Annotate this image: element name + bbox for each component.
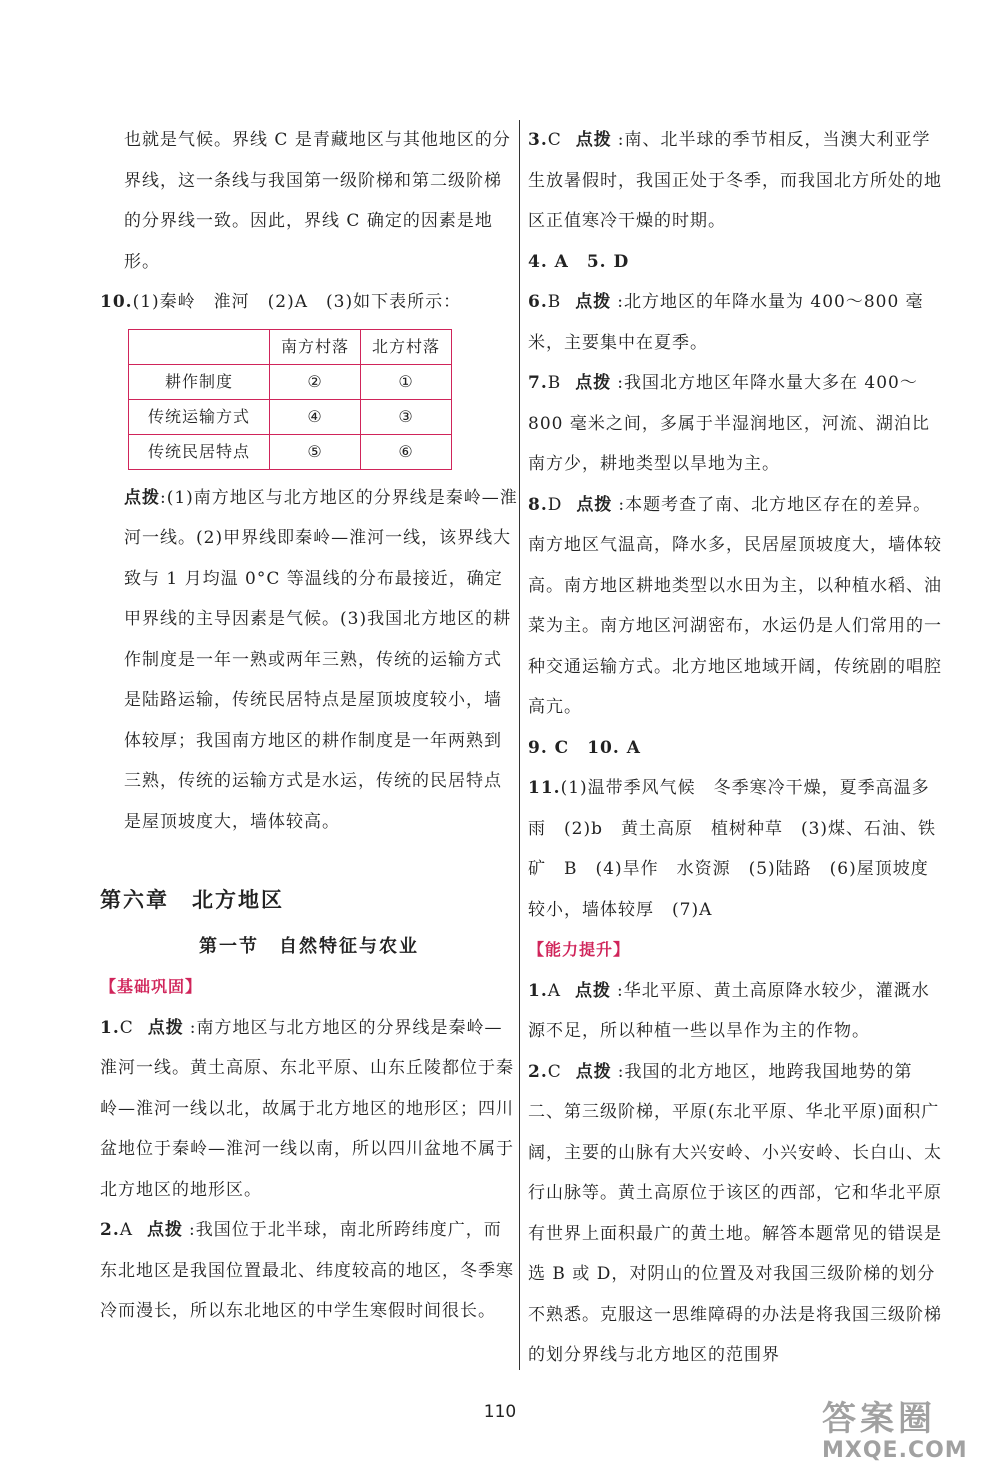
a2-ability (528, 1052, 946, 1376)
q9-q10-answers: 9. C 10. A (528, 737, 641, 758)
watermark-url: MXQE.COM (822, 1438, 968, 1463)
table-cell: 传统民居特点 (129, 434, 270, 469)
a1-number: 1. (528, 980, 548, 1001)
q11-basic (528, 768, 946, 930)
q1-answer: C (119, 1017, 134, 1038)
chapter-title: 第六章 北方地区 (100, 888, 284, 912)
q3-explanation: :南、北半球的季节相反，当澳大利亚学生放暑假时，我国正处于冬季，而我国北方所处的地区正值寒冷干燥的时期。 (528, 130, 942, 231)
q10-explanation-text: :(1)南方地区与北方地区的分界线是秦岭—淮河一线。(2)甲界线即秦岭—淮河一线，该界线大致与 1 月均温 0°C 等温线的分布最接近，确定甲界线的主导因素是气候。(3)我国北方地区的耕作制度是一年一熟或两年三熟，传统的运输方式是陆路运输，传统民居特点是屋顶坡度较小，墙体较厚；我国南方地区的耕作制度是一年两熟到三熟，传统的运输方式是水运，传统的民居特点是屋顶坡度大，墙体较高。 (124, 487, 518, 832)
q10-text: (1)秦岭 淮河 (2)A (3)如下表所示： (132, 292, 462, 312)
watermark-logo-text: 答案圈 (822, 1399, 936, 1439)
dianbo-label: 点拨 (575, 1061, 612, 1082)
dianbo-label: 点拨 (576, 494, 613, 515)
q7-answer: B (547, 373, 562, 393)
table-cell: ⑤ (270, 434, 361, 469)
table-cell: ② (270, 364, 361, 399)
q4-q5-answers: 4. A 5. D (528, 251, 630, 272)
q2-answer: A (119, 1220, 134, 1240)
left-column (100, 120, 518, 1332)
table-cell: ④ (270, 399, 361, 434)
q8-answer: D (547, 494, 563, 515)
q7-number: 7. (528, 373, 548, 393)
dianbo-label: 点拨 (575, 980, 612, 1001)
dianbo-label: 点拨 (575, 373, 612, 393)
q1-explanation: :南方地区与北方地区的分界线是秦岭—淮河一线。黄土高原、东北平原、山东丘陵都位于秦岭—淮河一线以北，故属于北方地区的地形区；四川盆地位于秦岭—淮河一线以南，所以四川盆地不属于北方地区的地形区。 (100, 1017, 514, 1200)
q3-number: 3. (528, 130, 548, 150)
dianbo-label: 点拨 (147, 1220, 184, 1240)
table-cell: ① (361, 364, 452, 399)
q1-number: 1. (100, 1017, 120, 1038)
a1-ability (528, 971, 946, 1052)
basic-consolidation-tag: 【基础巩固】 (100, 977, 203, 996)
q6-number: 6. (528, 292, 548, 312)
q3-basic (528, 120, 946, 242)
column-divider (519, 120, 520, 1370)
table-header-row (129, 329, 452, 364)
ability-improvement-tag: 【能力提升】 (528, 940, 631, 959)
table-cell: 耕作制度 (129, 364, 270, 399)
table-cell: ⑥ (361, 434, 452, 469)
dianbo-label: 点拨 (575, 130, 612, 150)
q7-explanation: :我国北方地区年降水量大多在 400～800 毫米之间，多属于半湿润地区，河流、湖泊比南方少，耕地类型以旱地为主。 (528, 373, 930, 474)
section-title: 第一节 自然特征与农业 (199, 935, 419, 957)
a1-answer: A (547, 980, 562, 1001)
q9-explanation-continued: 也就是气候。界线 C 是青藏地区与其他地区的分界线，这一条线与我国第一级阶梯和第二级阶梯的分界线一致。因此，界线 C 确定的因素是地形。 (124, 130, 511, 272)
dianbo-label: 点拨 (575, 292, 612, 312)
table-cell: 传统运输方式 (129, 399, 270, 434)
right-column (528, 120, 946, 1376)
q8-basic (528, 485, 946, 728)
q6-explanation: :北方地区的年降水量为 400～800 毫米，主要集中在夏季。 (528, 292, 924, 353)
dianbo-label: 点拨 (124, 487, 160, 508)
q1-basic (100, 1008, 518, 1211)
q3-answer: C (547, 130, 562, 150)
table-row (129, 399, 452, 434)
answer-table (128, 329, 452, 470)
table-row (129, 434, 452, 469)
table-row (129, 364, 452, 399)
table-header-cell: 北方村落 (361, 329, 452, 364)
q11-number: 11. (528, 778, 561, 798)
q6-basic (528, 282, 946, 363)
q7-basic (528, 363, 946, 485)
q2-number: 2. (100, 1220, 120, 1240)
q6-answer: B (547, 292, 562, 312)
q10-explanation (100, 478, 518, 843)
q8-number: 8. (528, 494, 548, 515)
table-cell: ③ (361, 399, 452, 434)
table-header-cell: 南方村落 (270, 329, 361, 364)
a2-explanation: :我国的北方地区，地跨我国地势的第二、第三级阶梯，平原(东北平原、华北平原)面积广阔，主要的山脉有大兴安岭、小兴安岭、长白山、太行山脉等。黄土高原位于该区的西部，它和华北平原有世界上面积最广的黄土地。解答本题常见的错误是选 B 或 D，对阴山的位置及对我国三级阶梯的划分不熟悉。克服这一思维障碍的办法是将我国三级阶梯的划分界线与北方地区的范围界 (528, 1061, 942, 1365)
q2-basic (100, 1210, 518, 1332)
q11-text: (1)温带季风气候 冬季寒冷干燥，夏季高温多雨 (2)b 黄土高原 植树种草 (3)煤、石油、铁矿 B (4)旱作 水资源 (5)陆路 (6)屋顶坡度较小，墙体较厚 (7)A (528, 778, 937, 920)
a1-explanation: :华北平原、黄土高原降水较少，灌溉水源不足，所以种植一些以旱作为主的作物。 (528, 980, 930, 1041)
table-header-cell (129, 329, 270, 364)
q10-number: 10. (100, 292, 133, 312)
dianbo-label: 点拨 (147, 1017, 184, 1038)
q2-explanation: :我国位于北半球，南北所跨纬度广，而东北地区是我国位置最北、纬度较高的地区，冬季寒冷而漫长，所以东北地区的中学生寒假时间很长。 (100, 1220, 514, 1321)
q8-explanation: :本题考查了南、北方地区存在的差异。南方地区气温高，降水多，民居屋顶坡度大，墙体较高。南方地区耕地类型以水田为主，以种植水稻、油菜为主。南方地区河湖密布，水运仍是人们常用的一种交通运输方式。北方地区地域开阔，传统剧的唱腔高亢。 (528, 494, 942, 717)
watermark-logo (822, 1400, 982, 1470)
a2-number: 2. (528, 1061, 548, 1082)
q10-answer (100, 282, 518, 323)
a2-answer: C (547, 1061, 562, 1082)
page-number: 110 (483, 1402, 517, 1422)
